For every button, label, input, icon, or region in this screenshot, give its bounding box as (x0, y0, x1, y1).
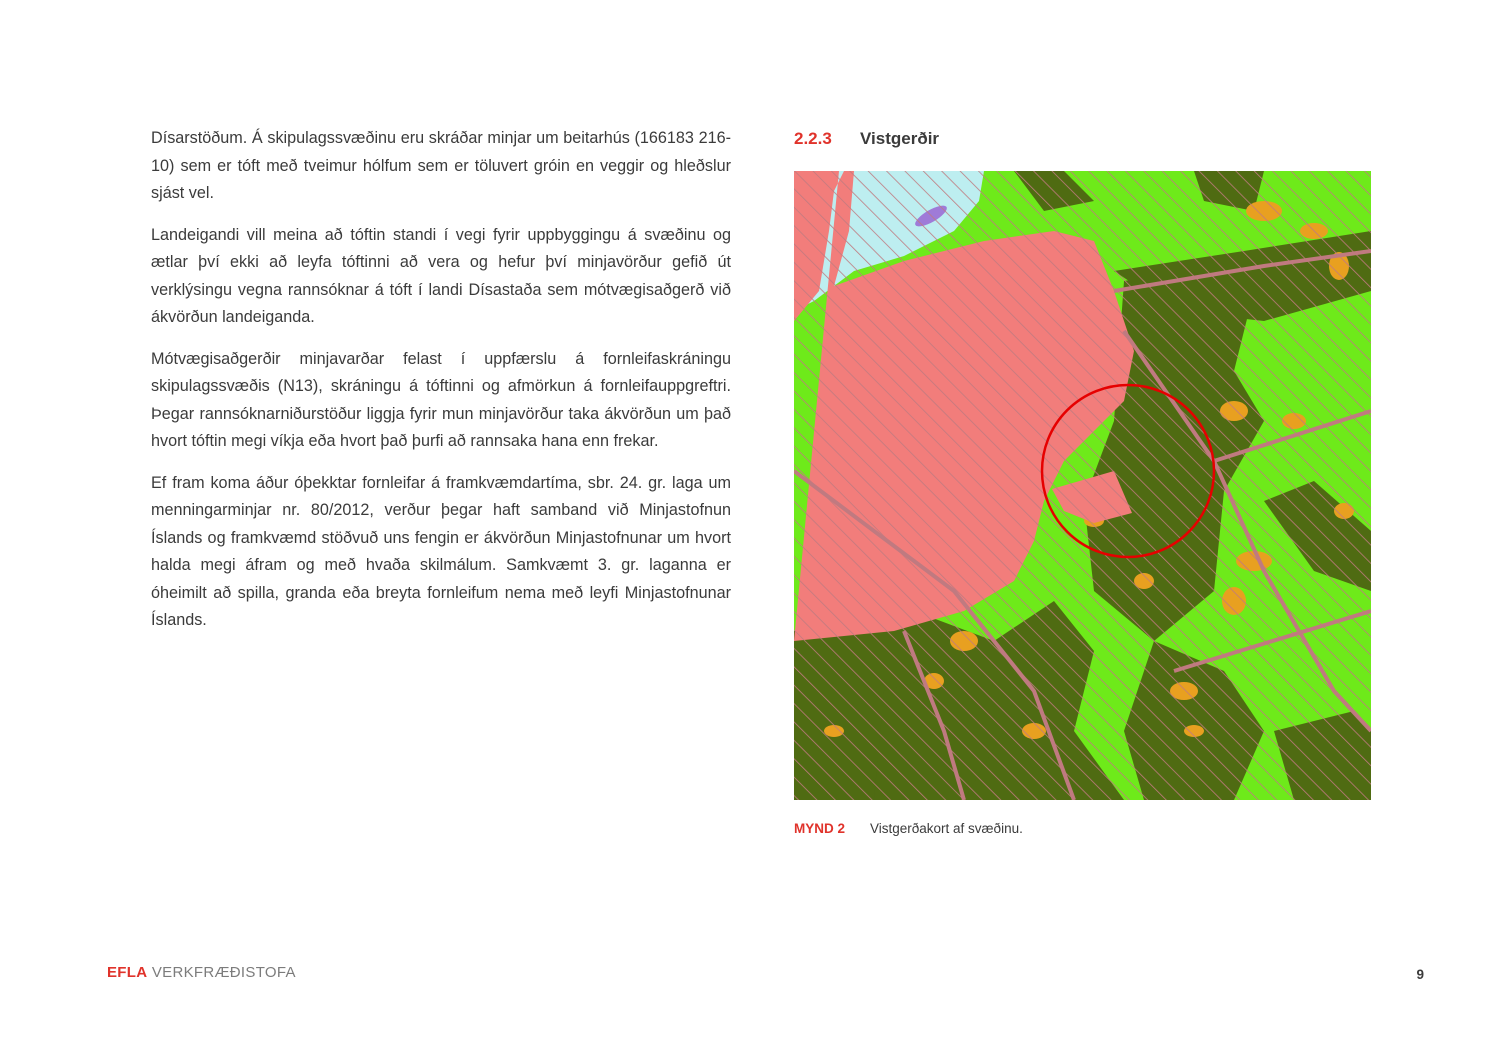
body-text (151, 125, 731, 649)
footer-brand: EFLA (107, 964, 148, 981)
page-number: 9 (1416, 967, 1424, 982)
hatch-overlay (794, 171, 1371, 800)
section-heading (794, 125, 1371, 153)
paragraph-2: Landeigandi vill meina að tóftin standi í vegi fyrir uppbyggingu á svæðinu og ætlar því ekki að leyfa tóftinni að vera og hefur því minjavörður gefið út verklýsingu vegna rannsóknar á tóft í landi Dísastaða sem mótvægisaðgerð við ákvörðun landeiganda. (151, 225, 731, 326)
paragraph-1: Dísarstöðum. Á skipulagssvæðinu eru skráðar minjar um beitarhús (166183 216-10) sem er tóft með tveimur hólfum sem er töluvert gróin en veggir og hleðslur sjást vel. (151, 129, 731, 202)
footer-logo (107, 964, 296, 981)
habitat-map (794, 171, 1371, 800)
section-title: Vistgerðir (860, 129, 940, 148)
figure-caption-text: Vistgerðakort af svæðinu. (870, 821, 1023, 836)
figure-caption (794, 821, 1023, 836)
figure-label: MYND 2 (794, 821, 846, 836)
footer-company: VERKFRÆÐISTOFA (151, 964, 296, 981)
section-number: 2.2.3 (794, 129, 832, 148)
paragraph-4: Ef fram koma áður óþekktar fornleifar á framkvæmdartíma, sbr. 24. gr. laga um menningarminjar nr. 80/2012, verður þegar haft samband við Minjastofnun Íslands og framkvæmd stöðvuð uns fengin er ákvörðun Minjastofnunar um hvort halda megi áfram og með hvaða skilmálum. Samkvæmt 3. gr. laganna er óheimilt að spilla, granda eða breyta fornleifum nema með leyfi Minjastofnunar Íslands. (151, 473, 731, 629)
figure-column (794, 125, 1371, 836)
paragraph-3: Mótvægisaðgerðir minjavarðar felast í uppfærslu á fornleifaskráningu skipulagssvæðis (N13), skráningu á tóftinni og afmörkun á fornleifauppgreftri. Þegar rannsóknarniðurstöður liggja fyrir mun minjavörður taka ákvörðun um það hvort tóftin megi víkja eða hvort það þurfi að rannsaka hana enn frekar. (151, 349, 731, 450)
